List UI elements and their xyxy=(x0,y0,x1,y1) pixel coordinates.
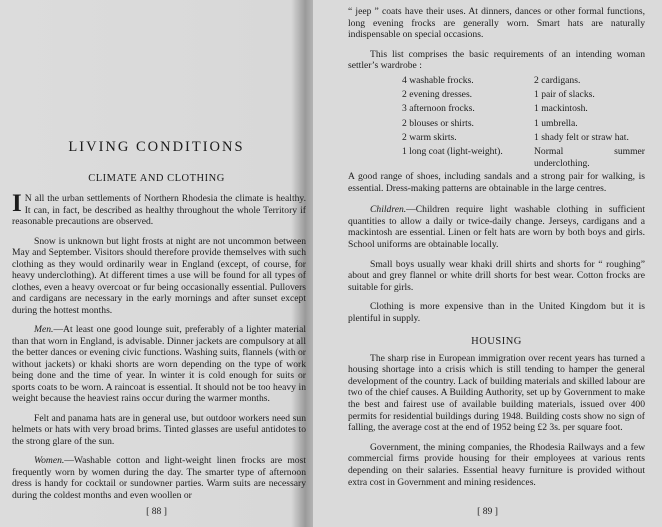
wardrobe-item: 2 blouses or shirts. xyxy=(402,117,474,129)
chapter-title: LIVING CONDITIONS xyxy=(68,139,245,155)
paragraph-boys: Small boys usually wear khaki drill shirts and shorts for “ roughing” about and grey flannel or white drill shorts for best wear. Cotton frocks are suitable for girls. xyxy=(348,258,645,293)
page-number-right: [ 89 ] xyxy=(477,506,498,517)
paragraph-intro xyxy=(12,190,306,228)
right-page-body xyxy=(348,6,645,488)
paragraph-housing-1: The sharp rise in European immigration over recent years has turned a housing shortage into a crisis which is still tending to hamper the general development of the country. Lack of building materials and skilled labour are two of the chief causes. A Building Authority, set up by Government to make the best and fairest use of available building materials, issued over 400 permits for residential buildings during 1948. Building costs show no sign of falling, the average cost at the end of 1952 being £2 3s. per square foot. xyxy=(348,352,645,434)
wardrobe-item: 1 umbrella. xyxy=(534,117,578,129)
page-number-left: [ 88 ] xyxy=(146,506,167,517)
women-text: —Washable cotton and light-weight linen frocks are most frequently worn by women during the day. The smarter type of afternoon dress is handy for cocktail or sundowner parties. Warm suits are necessary during the coldest months and even woollen or xyxy=(12,455,306,501)
men-text: —At least one good lounge suit, preferably of a lighter material than that worn in England, is advisable. Dinner jackets are compulsory at all the better dances or evening civic functions. Washing suits, flannels (with or without jackets) or khaki shorts are worn depending on the type of work being done and the time of year. In winter it is cold enough for suits or sports coats to be worn. A raincoat is essential. It should not be too heavy in weight because the heaviest rains occur during the warmer months. xyxy=(12,324,306,404)
paragraph-women xyxy=(12,455,306,501)
wardrobe-item: 1 shady felt or straw hat. xyxy=(534,131,629,143)
section-title-climate: CLIMATE AND CLOTHING xyxy=(88,173,225,184)
wardrobe-list xyxy=(402,75,645,169)
left-page xyxy=(0,0,313,527)
paragraph-shoes: A good range of shoes, including sandals and a strong pair for walking, is essential. Dress-making patterns are obtainable in the large centres. xyxy=(348,171,645,194)
wardrobe-item: 1 pair of slacks. xyxy=(534,89,595,101)
right-page xyxy=(313,0,662,527)
left-page-body xyxy=(12,190,306,501)
men-label: Men. xyxy=(34,324,54,335)
paragraph-list-intro: This list comprises the basic requirements of an intending woman settler’s wardrobe : xyxy=(348,48,645,72)
wardrobe-item: 1 long coat (light-weight). xyxy=(402,145,503,157)
paragraph-men xyxy=(12,324,306,405)
drop-cap: I xyxy=(12,190,22,217)
children-text: —Children require light washable clothing in sufficient quantities to allow a daily or twice-daily change. Jerseys, cardigans and a mackintosh are essential. Linen or felt hats are worn by both boys and girls. School uniforms are obtainable locally. xyxy=(348,204,645,251)
paragraph-children xyxy=(348,204,645,250)
paragraph-hats: Felt and panama hats are in general use, but outdoor workers need sun helmets or hats with very broad brims. Tinted glasses are useful antidotes to the strong glare of the sun. xyxy=(12,412,306,447)
wardrobe-item: 1 mackintosh. xyxy=(534,103,588,115)
wardrobe-item: 2 cardigans. xyxy=(534,74,581,86)
paragraph-intro-text: N all the urban settlements of Northern Rhodesia the climate is healthy. It can, in fact, be described as healthy throughout the whole Territory if reasonable precautions are observed. xyxy=(12,193,306,227)
paragraph-housing-2: Government, the mining companies, the Rhodesia Railways and a few commercial firms provide housing for their employees at various rents depending on their salaries. Essential heavy furniture is provided without extra cost in Government and mining residences. xyxy=(348,441,645,488)
wardrobe-item: 2 evening dresses. xyxy=(402,89,473,101)
women-label: Women. xyxy=(34,455,65,466)
wardrobe-item: 3 afternoon frocks. xyxy=(402,103,475,115)
section-title-housing: HOUSING xyxy=(471,335,522,347)
paragraph-snow: Snow is unknown but light frosts at night are not uncommon between May and September. Visitors should therefore provide themselves with such clothing as they would ordinarily wear in England (except, of course, for heavy underclothing). At different times a use will be found for all types of clothes, even a heavy overcoat or fur being occasionally essential. Pullovers and cardigans are necessary in the early mornings and after sunset except during the hottest months. xyxy=(12,235,306,316)
wardrobe-item: 4 washable frocks. xyxy=(402,74,474,86)
wardrobe-item: Normal summer underclothing. xyxy=(534,145,645,169)
wardrobe-item: 2 warm skirts. xyxy=(402,131,457,143)
children-label: Children. xyxy=(370,204,407,216)
paragraph-jeep-coats: “ jeep ” coats have their uses. At dinners, dances or other formal functions, long evening frocks are generally worn. Smart hats are naturally indispensable on special occasions. xyxy=(348,6,645,41)
paragraph-expense: Clothing is more expensive than in the United Kingdom but it is plentiful in supply. xyxy=(348,301,645,325)
